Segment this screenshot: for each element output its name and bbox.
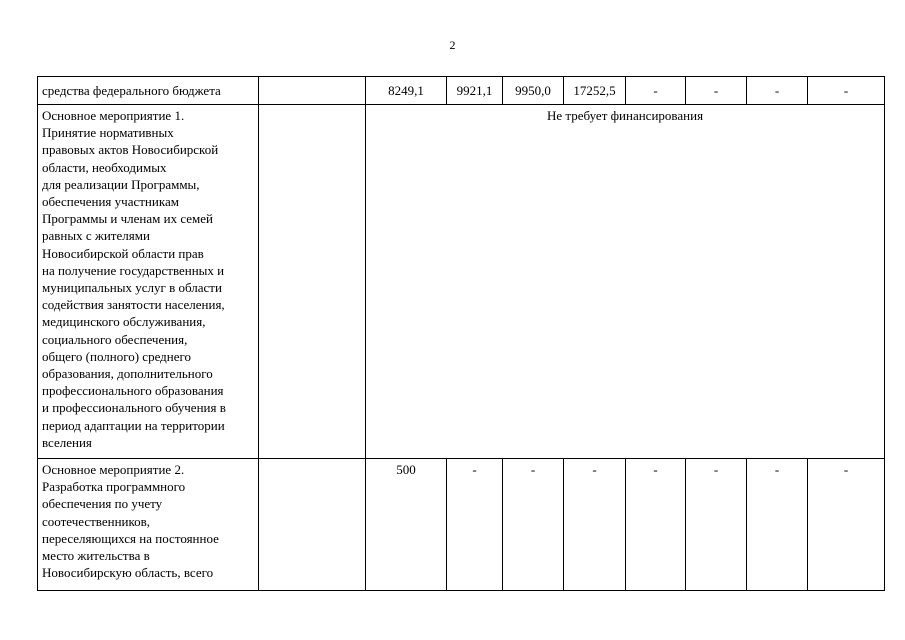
value-cell: 500 (366, 459, 447, 591)
value-cell: 8249,1 (366, 77, 447, 105)
row-label: средства федерального бюджета (38, 77, 259, 105)
label-line: медицинского обслуживания, (42, 314, 206, 330)
row-label (38, 459, 259, 591)
table-row-federal-budget (38, 77, 885, 105)
value-cell: - (747, 77, 808, 105)
label-line: период адаптации на территории (42, 417, 225, 433)
value-cell: 9950,0 (503, 77, 564, 105)
label-line: Основное мероприятие 2. (42, 462, 185, 477)
label-line: переселяющихся на постоянное (42, 530, 219, 546)
value-cell: - (808, 77, 885, 105)
label-line: образования, дополнительного (42, 366, 213, 382)
label-line: место жительства в (42, 548, 150, 564)
value-cell: - (447, 459, 503, 591)
value-cell: - (686, 77, 747, 105)
page-number: 2 (449, 38, 456, 52)
value-cell: - (686, 459, 747, 591)
value-cell: - (626, 77, 686, 105)
value-cell: - (808, 459, 885, 591)
budget-table (37, 76, 885, 591)
table-row-main-event-1 (38, 105, 885, 459)
value-cell: - (503, 459, 564, 591)
label-line: Программы и членам их семей (42, 211, 213, 227)
value-cell: - (747, 459, 808, 591)
value-cell: 9921,1 (447, 77, 503, 105)
value-cell: 17252,5 (564, 77, 626, 105)
label-line: соотечественников, (42, 513, 151, 529)
label-line: Новосибирской области прав (42, 245, 204, 261)
label-line: Новосибирскую область, всего (42, 565, 214, 581)
value-cell: - (626, 459, 686, 591)
label-line: вселения (42, 434, 92, 450)
label-line: равных с жителями (42, 228, 150, 244)
label-line: Основное мероприятие 1. (42, 108, 185, 123)
value-cell: - (564, 459, 626, 591)
label-line: Разработка программного (42, 479, 186, 495)
label-line: области, необходимых (42, 159, 167, 175)
label-line: содействия занятости населения, (42, 297, 225, 313)
label-line: для реализации Программы, (42, 176, 200, 192)
responsible-cell (259, 105, 366, 459)
label-line: общего (полного) среднего (42, 348, 192, 364)
label-line: социального обеспечения, (42, 331, 188, 347)
label-line: обеспечения участникам (42, 194, 179, 210)
row-label (38, 105, 259, 459)
label-line: правовых актов Новосибирской (42, 142, 219, 158)
no-funding-cell: Не требует финансирования (366, 105, 885, 459)
label-line: профессионального образования (42, 383, 224, 399)
label-line: и профессионального обучения в (42, 400, 226, 416)
label-line: обеспечения по учету (42, 496, 163, 512)
responsible-cell (259, 77, 366, 105)
label-line: на получение государственных и (42, 262, 225, 278)
label-line: муниципальных услуг в области (42, 280, 222, 296)
label-line: Принятие нормативных (42, 125, 174, 141)
responsible-cell (259, 459, 366, 591)
table-row-main-event-2 (38, 459, 885, 591)
